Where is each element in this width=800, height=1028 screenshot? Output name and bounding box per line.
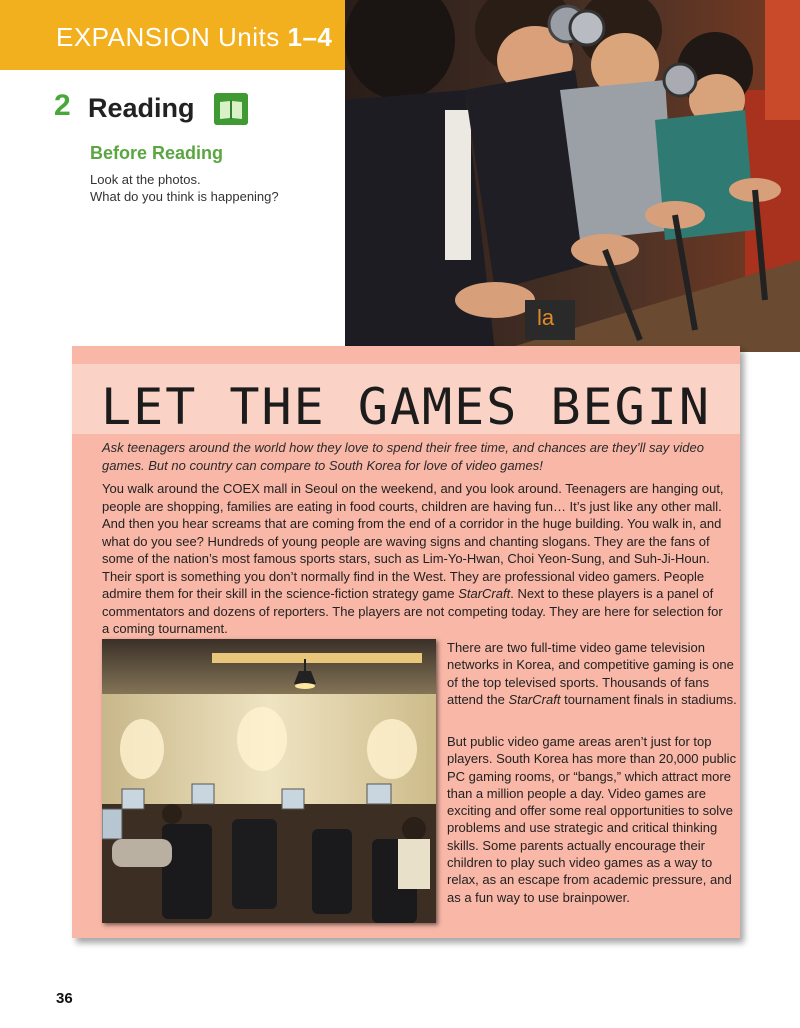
p1-text-b: . Next to these players is a panel of commentators and dozens of reporters. The players are not competing today. They are here for selection for a coming tournament. xyxy=(102,586,723,636)
p2-text-b: tournament finals in stadiums. xyxy=(560,691,737,707)
pc-bang-photo xyxy=(102,639,436,923)
svg-text:la: la xyxy=(537,305,555,330)
p2-text-a: There are two full-time video game television networks in Korea, and competitive gaming is one of the top televised sports. Thousands of fans attend the xyxy=(447,640,734,707)
p1-text-a: You walk around the COEX mall in Seoul on the weekend, and you look around. Teenagers are hanging out, people are shopping, families are eating in food courts, children are having fun… It’s just like any other mall. And then you hear screams that are coming from the end of a corridor in the huge building. You walk in, and what do you see? Hundreds of young people are waving signs and chanting slogans. They are the fans of some of the nation’s most famous sports stars, such as Lim-Yo-Hwan, Choi Yeon-Sung, and Suh-Ji-Houn. Their sport is something you don’t normally find in the West. They are professional video gamers. People admire them for their skill in the science-fiction strategy game xyxy=(102,481,724,601)
section-number: 2 xyxy=(54,89,71,122)
banner-title xyxy=(56,22,332,53)
article-lead: Ask teenagers around the world how they love to spend their free time, and chances are they’ll say video games. But no country can compare to South Korea for love of video games! xyxy=(102,440,704,473)
before-reading-line-1: Look at the photos. xyxy=(90,172,201,187)
banner-range: 1–4 xyxy=(287,22,333,52)
header-banner xyxy=(0,0,345,70)
p1-game-title: StarCraft xyxy=(458,586,511,601)
article-title: LET THE GAMES BEGIN xyxy=(101,378,711,436)
book-icon xyxy=(214,93,248,125)
p2-game-title: StarCraft xyxy=(508,691,561,707)
article-panel xyxy=(72,346,740,938)
title-band xyxy=(72,364,740,434)
banner-units: Units xyxy=(218,22,280,52)
gamers-photo xyxy=(345,0,800,352)
article-paragraph-2 xyxy=(447,639,737,708)
before-reading-heading: Before Reading xyxy=(90,143,224,163)
article-paragraph-1 xyxy=(102,480,730,638)
banner-word: EXPANSION xyxy=(56,22,211,52)
section-title: Reading xyxy=(88,93,195,123)
page-number: 36 xyxy=(56,990,73,1007)
article-paragraph-3: But public video game areas aren’t just for top players. South Korea has more than 20,000 public PC gaming rooms, or “bangs,” which attract more than a million people a day. Video games are exciting and offer some real opportunities to solve problems and use strategic and critical thinking skills. Some parents actually encourage their children to play such video games as a way to relax, as an escape from academic pressure, and as a fun way to use brainpower. xyxy=(447,734,737,905)
before-reading-line-2: What do you think is happening? xyxy=(90,189,279,204)
